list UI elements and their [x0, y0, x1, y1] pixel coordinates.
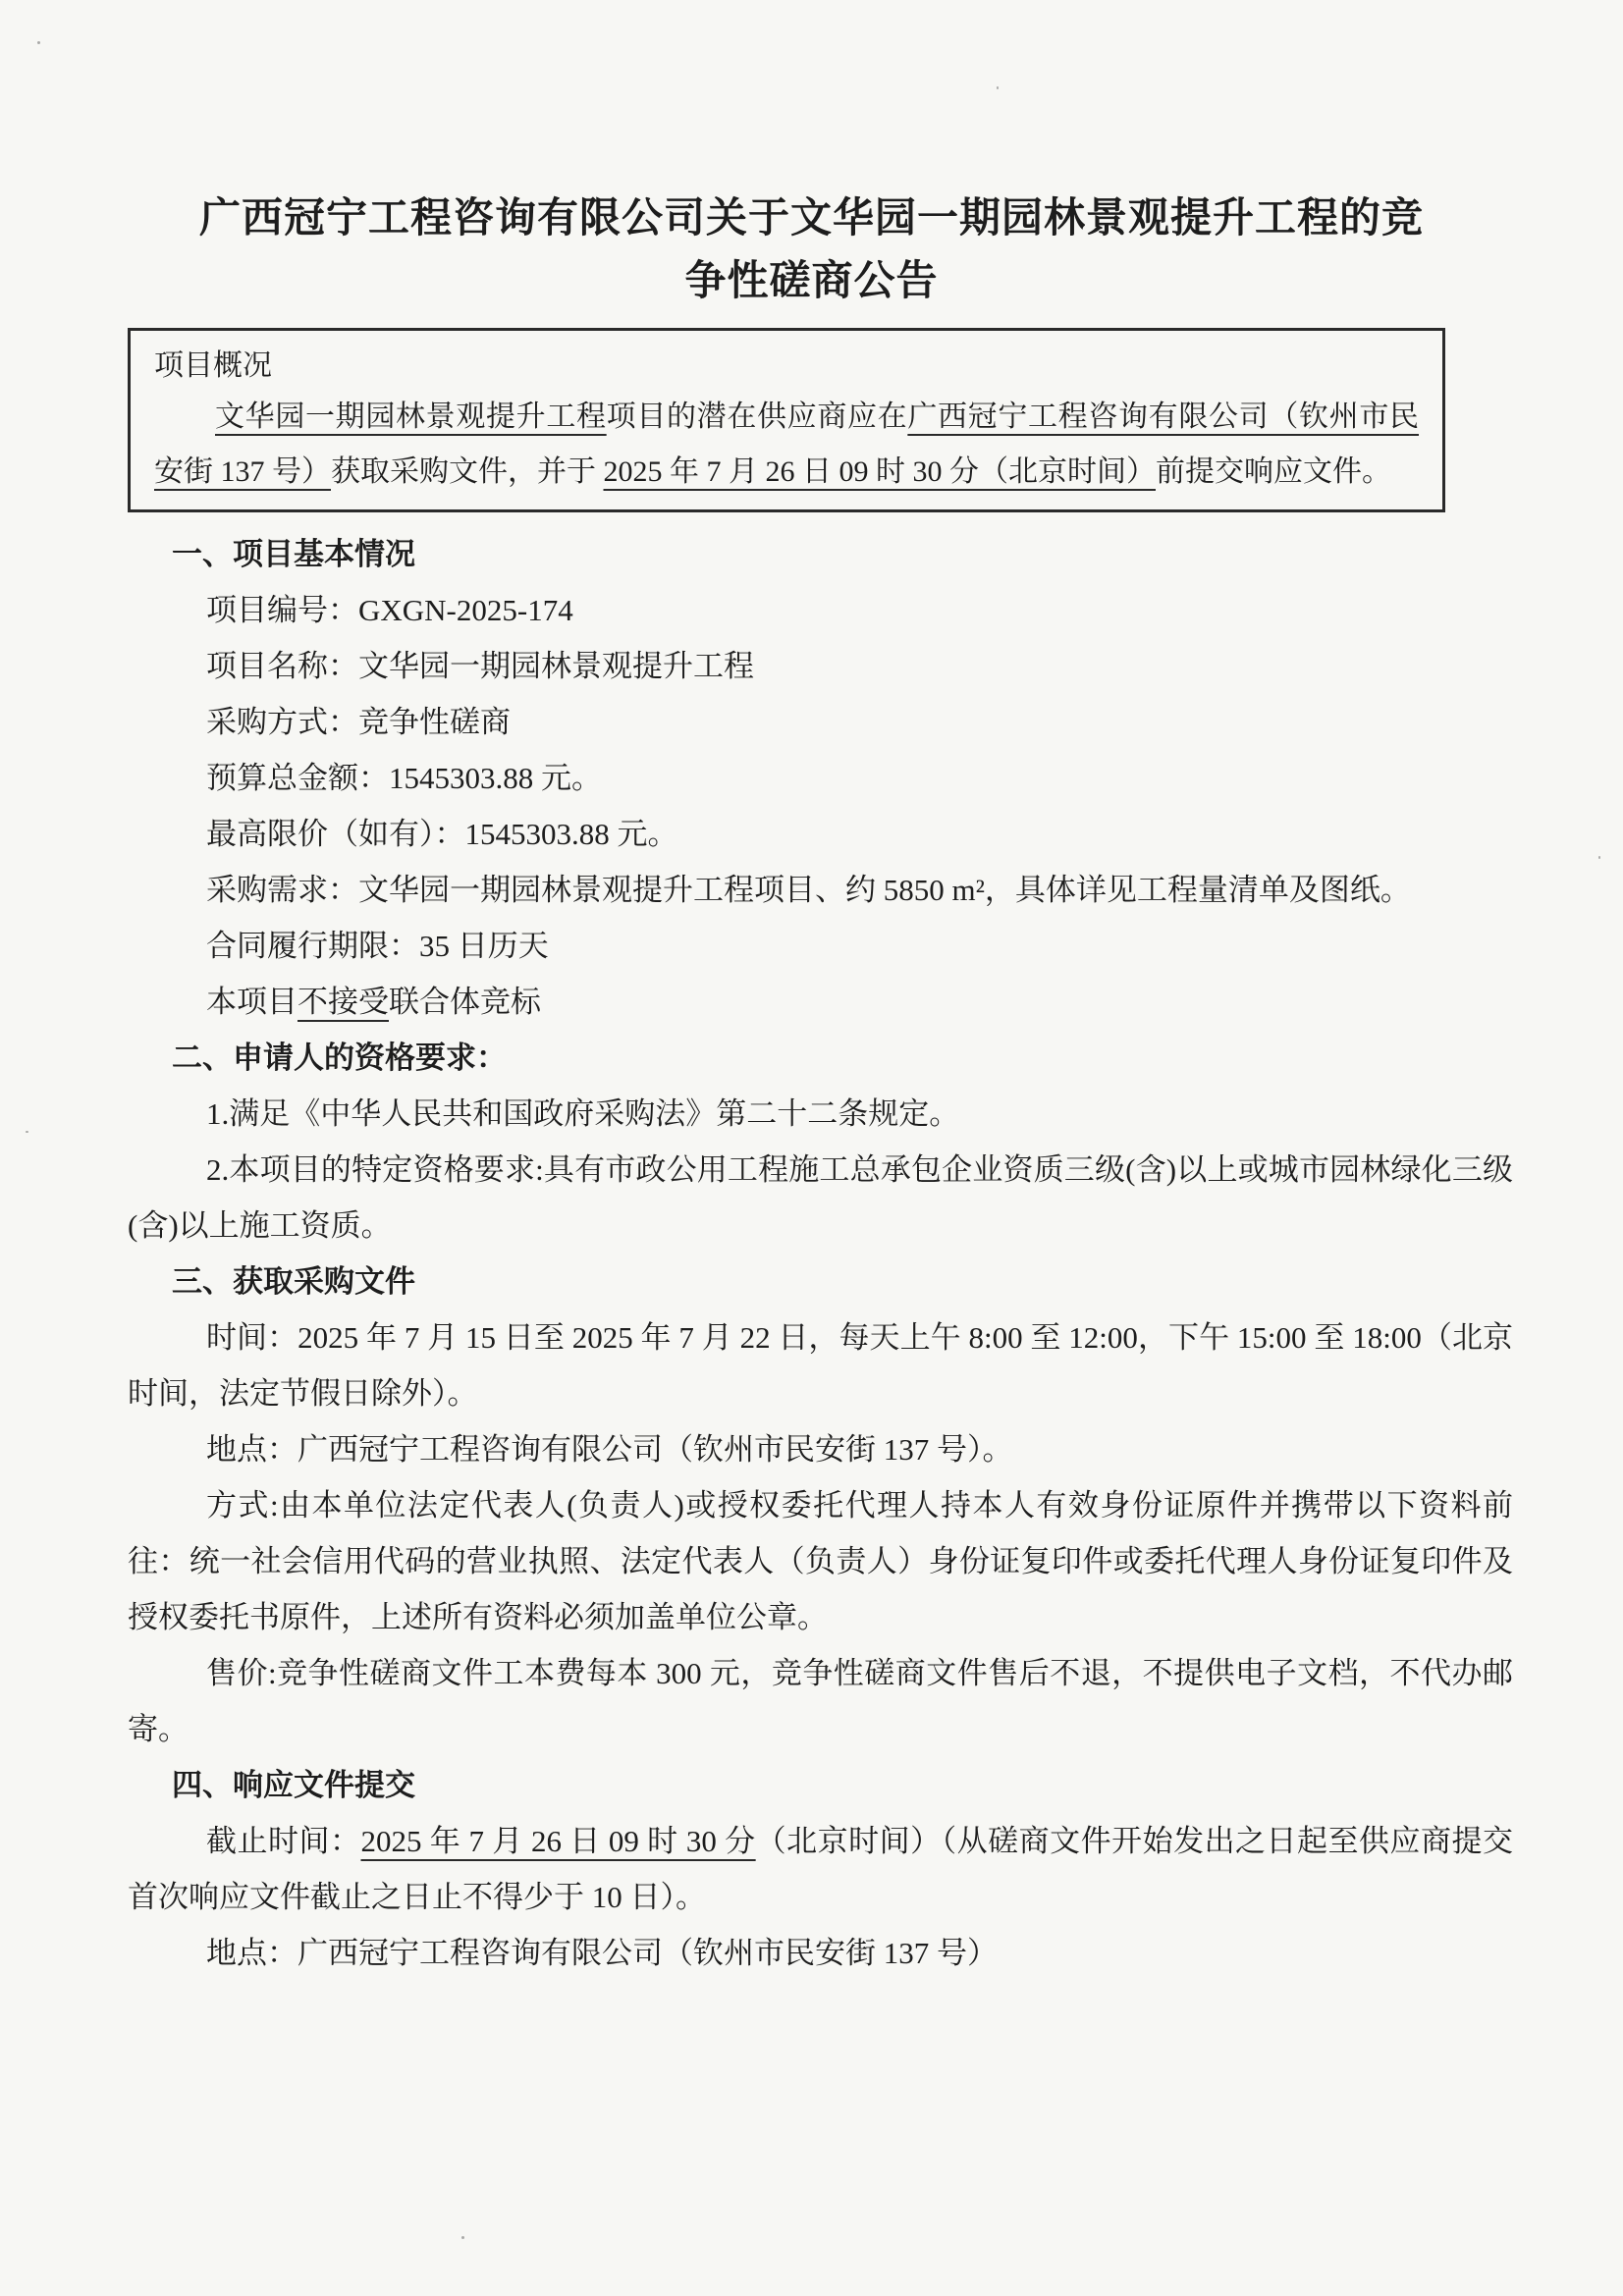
scan-speck: [26, 1131, 28, 1133]
document-body: [128, 526, 1513, 1981]
document-obtain-place: 地点：广西冠宁工程咨询有限公司（钦州市民安街 137 号）。: [206, 1432, 1013, 1467]
overview-text: 项目的潜在供应商应在: [606, 400, 908, 433]
document-price: 售价:竞争性磋商文件工本费每本 300 元，竞争性磋商文件售后不退，不提供电子文档，不代办邮寄。: [128, 1656, 1513, 1746]
joint-bid-pre: 本项目: [206, 985, 298, 1019]
max-price: 最高限价（如有）：1545303.88 元。: [206, 817, 678, 851]
overview-heading: 项目概况: [154, 349, 272, 382]
overview-deadline-underlined: 2025 年 7 月 26 日 09 时 30 分（北京时间）: [603, 455, 1156, 488]
section-2-heading: 二、申请人的资格要求：: [172, 1041, 507, 1075]
response-deadline-rest: （北京时间）（从磋商文件开始发出之日起至供应商提交首次响应文件截止之日止不得少于 10 日）。: [128, 1824, 1514, 1914]
scan-speck: [461, 2236, 464, 2239]
joint-bid-note: [206, 974, 1513, 1030]
contract-duration: 合同履行期限：35 日历天: [206, 929, 549, 963]
section-3-heading: 三、获取采购文件: [172, 1264, 415, 1299]
qualification-item-2: 2.本项目的特定资格要求:具有市政公用工程施工总承包企业资质三级(含)以上或城市园林绿化三级(含)以上施工资质。: [128, 1152, 1513, 1243]
joint-bid-not-accepted-underlined: 不接受: [298, 985, 389, 1019]
project-name: 项目名称：文华园一期园林景观提升工程: [206, 649, 754, 683]
overview-text: 获取采购文件，并于: [331, 455, 604, 488]
overview-paragraph: [154, 390, 1419, 500]
procurement-demand: 采购需求：文华园一期园林景观提升工程项目、约 5850 m²，具体详见工程量清单及图纸。: [206, 873, 1411, 907]
section-4-heading: 四、响应文件提交: [172, 1768, 415, 1802]
response-deadline-label: 截止时间：: [206, 1824, 361, 1858]
project-overview-box: [128, 328, 1445, 512]
joint-bid-post: 联合体竞标: [389, 985, 541, 1019]
overview-text: 前提交响应文件。: [1156, 455, 1391, 488]
scan-speck: [1598, 856, 1600, 859]
budget-total: 预算总金额：1545303.88 元。: [206, 761, 602, 795]
qualification-item-1: 1.满足《中华人民共和国政府采购法》第二十二条规定。: [206, 1096, 960, 1131]
document-obtain-way: 方式:由本单位法定代表人(负责人)或授权委托代理人持本人有效身份证原件并携带以下资料前往：统一社会信用代码的营业执照、法定代表人（负责人）身份证复印件或委托代理人身份证复印件及授权委托书原件，上述所有资料必须加盖单位公章。: [128, 1488, 1513, 1634]
response-deadline-date-underlined: 2025 年 7 月 26 日 09 时 30 分: [360, 1824, 756, 1858]
page-title-line-2: 争性磋商公告: [684, 257, 939, 303]
response-deadline: [128, 1813, 1513, 1925]
page-title: [0, 187, 1623, 312]
scan-speck: [997, 86, 999, 89]
overview-project-name-underlined: 文华园一期园林景观提升工程: [215, 400, 607, 433]
scan-speck: [37, 41, 40, 44]
procurement-method: 采购方式：竞争性磋商: [206, 705, 511, 739]
response-submit-place: 地点：广西冠宁工程咨询有限公司（钦州市民安街 137 号）: [206, 1936, 998, 1970]
overview-agency-address-underlined: 广西冠宁工程咨询有限公司（钦州市民安街 137 号）: [154, 400, 1420, 488]
project-code: 项目编号：GXGN-2025-174: [206, 593, 573, 627]
page-title-line-1: 广西冠宁工程咨询有限公司关于文华园一期园林景观提升工程的竞: [198, 194, 1424, 240]
section-1-heading: 一、项目基本情况: [172, 537, 415, 571]
document-obtain-time: 时间：2025 年 7 月 15 日至 2025 年 7 月 22 日，每天上午 8:00 至 12:00，下午 15:00 至 18:00（北京时间，法定节假日除外）。: [128, 1320, 1513, 1411]
